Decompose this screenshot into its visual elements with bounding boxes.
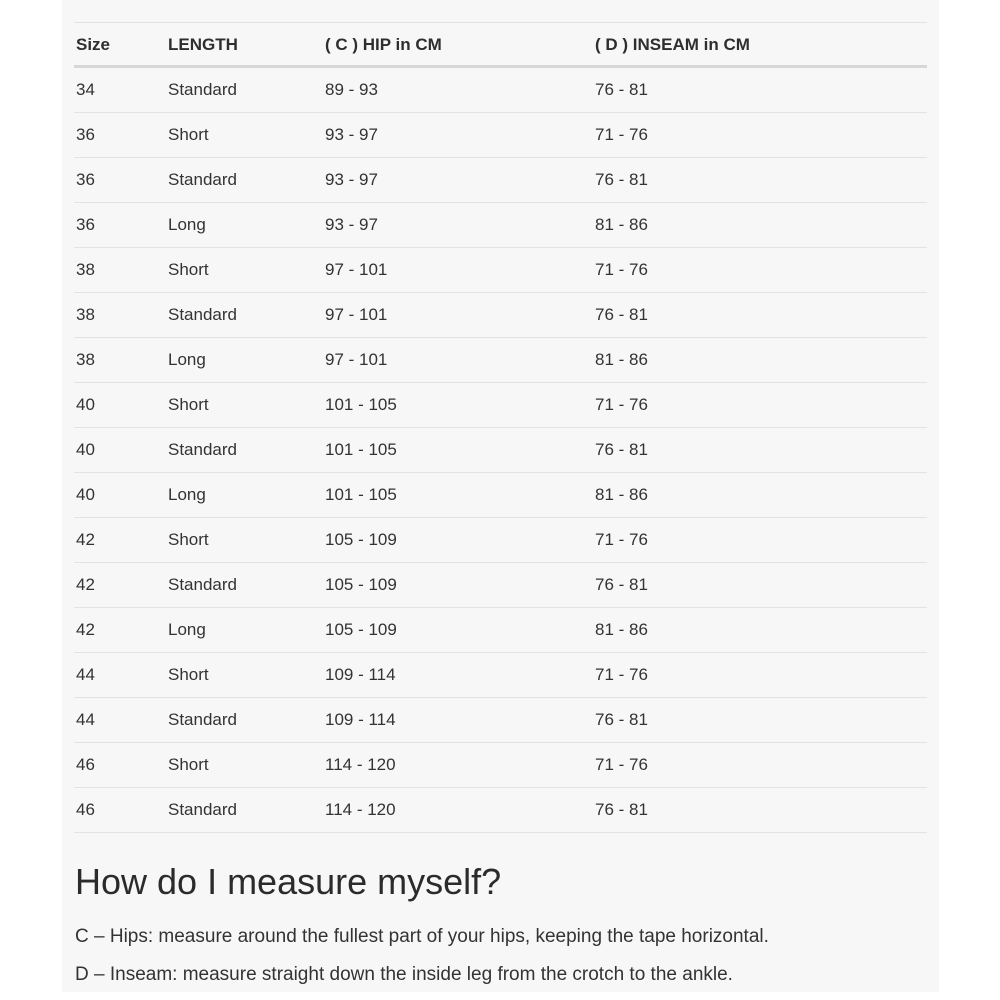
column-header-length: LENGTH xyxy=(166,23,323,67)
hips-instruction: C – Hips: measure around the fullest part of your hips, keeping the tape horizontal. xyxy=(75,926,769,947)
cell-hip: 105 - 109 xyxy=(323,563,593,608)
table-row xyxy=(74,113,927,158)
cell-hip: 114 - 120 xyxy=(323,743,593,788)
cell-length: Short xyxy=(166,383,323,428)
cell-inseam: 76 - 81 xyxy=(593,563,927,608)
column-header-hip: ( C ) HIP in CM xyxy=(323,23,593,67)
cell-inseam: 71 - 76 xyxy=(593,383,927,428)
inseam-instruction: D – Inseam: measure straight down the inside leg from the crotch to the ankle. xyxy=(75,964,733,985)
cell-size: 36 xyxy=(74,113,166,158)
cell-hip: 97 - 101 xyxy=(323,338,593,383)
cell-inseam: 76 - 81 xyxy=(593,67,927,113)
cell-inseam: 76 - 81 xyxy=(593,698,927,743)
cell-length: Standard xyxy=(166,158,323,203)
cell-size: 46 xyxy=(74,743,166,788)
cell-inseam: 76 - 81 xyxy=(593,293,927,338)
cell-hip: 97 - 101 xyxy=(323,248,593,293)
table-row xyxy=(74,608,927,653)
cell-inseam: 76 - 81 xyxy=(593,788,927,833)
cell-hip: 105 - 109 xyxy=(323,608,593,653)
cell-hip: 109 - 114 xyxy=(323,653,593,698)
cell-inseam: 81 - 86 xyxy=(593,473,927,518)
table-row xyxy=(74,563,927,608)
cell-length: Standard xyxy=(166,788,323,833)
cell-inseam: 76 - 81 xyxy=(593,158,927,203)
cell-hip: 114 - 120 xyxy=(323,788,593,833)
cell-length: Short xyxy=(166,248,323,293)
cell-inseam: 81 - 86 xyxy=(593,608,927,653)
column-header-size: Size xyxy=(74,23,166,67)
table-row xyxy=(74,653,927,698)
cell-size: 40 xyxy=(74,428,166,473)
table-row xyxy=(74,473,927,518)
table-row xyxy=(74,428,927,473)
cell-inseam: 71 - 76 xyxy=(593,248,927,293)
cell-size: 38 xyxy=(74,338,166,383)
cell-hip: 101 - 105 xyxy=(323,428,593,473)
cell-length: Long xyxy=(166,473,323,518)
cell-inseam: 76 - 81 xyxy=(593,428,927,473)
cell-size: 36 xyxy=(74,158,166,203)
cell-length: Short xyxy=(166,518,323,563)
cell-length: Standard xyxy=(166,67,323,113)
table-row xyxy=(74,518,927,563)
cell-size: 34 xyxy=(74,67,166,113)
cell-hip: 109 - 114 xyxy=(323,698,593,743)
cell-length: Standard xyxy=(166,293,323,338)
cell-size: 44 xyxy=(74,653,166,698)
column-header-inseam: ( D ) INSEAM in CM xyxy=(593,23,927,67)
size-chart-table xyxy=(74,22,927,833)
cell-hip: 93 - 97 xyxy=(323,113,593,158)
cell-length: Standard xyxy=(166,563,323,608)
cell-length: Short xyxy=(166,653,323,698)
cell-hip: 105 - 109 xyxy=(323,518,593,563)
table-row xyxy=(74,293,927,338)
cell-length: Long xyxy=(166,203,323,248)
cell-inseam: 81 - 86 xyxy=(593,338,927,383)
cell-size: 40 xyxy=(74,473,166,518)
table-row xyxy=(74,698,927,743)
table-row xyxy=(74,383,927,428)
cell-length: Short xyxy=(166,113,323,158)
cell-inseam: 81 - 86 xyxy=(593,203,927,248)
cell-size: 42 xyxy=(74,608,166,653)
cell-length: Standard xyxy=(166,698,323,743)
table-header-row xyxy=(74,23,927,67)
cell-hip: 93 - 97 xyxy=(323,158,593,203)
cell-inseam: 71 - 76 xyxy=(593,653,927,698)
cell-hip: 101 - 105 xyxy=(323,473,593,518)
table-row xyxy=(74,67,927,113)
cell-length: Standard xyxy=(166,428,323,473)
cell-length: Short xyxy=(166,743,323,788)
cell-hip: 89 - 93 xyxy=(323,67,593,113)
cell-size: 36 xyxy=(74,203,166,248)
table-row xyxy=(74,248,927,293)
cell-size: 42 xyxy=(74,518,166,563)
cell-size: 40 xyxy=(74,383,166,428)
table-row xyxy=(74,743,927,788)
table-row xyxy=(74,788,927,833)
measure-heading: How do I measure myself? xyxy=(75,861,502,902)
cell-length: Long xyxy=(166,338,323,383)
cell-inseam: 71 - 76 xyxy=(593,743,927,788)
cell-size: 42 xyxy=(74,563,166,608)
cell-inseam: 71 - 76 xyxy=(593,113,927,158)
size-guide-panel xyxy=(62,0,939,992)
cell-size: 46 xyxy=(74,788,166,833)
cell-inseam: 71 - 76 xyxy=(593,518,927,563)
cell-size: 38 xyxy=(74,248,166,293)
cell-hip: 97 - 101 xyxy=(323,293,593,338)
table-row xyxy=(74,338,927,383)
table-row xyxy=(74,203,927,248)
cell-size: 44 xyxy=(74,698,166,743)
table-row xyxy=(74,158,927,203)
cell-hip: 101 - 105 xyxy=(323,383,593,428)
cell-size: 38 xyxy=(74,293,166,338)
cell-length: Long xyxy=(166,608,323,653)
cell-hip: 93 - 97 xyxy=(323,203,593,248)
